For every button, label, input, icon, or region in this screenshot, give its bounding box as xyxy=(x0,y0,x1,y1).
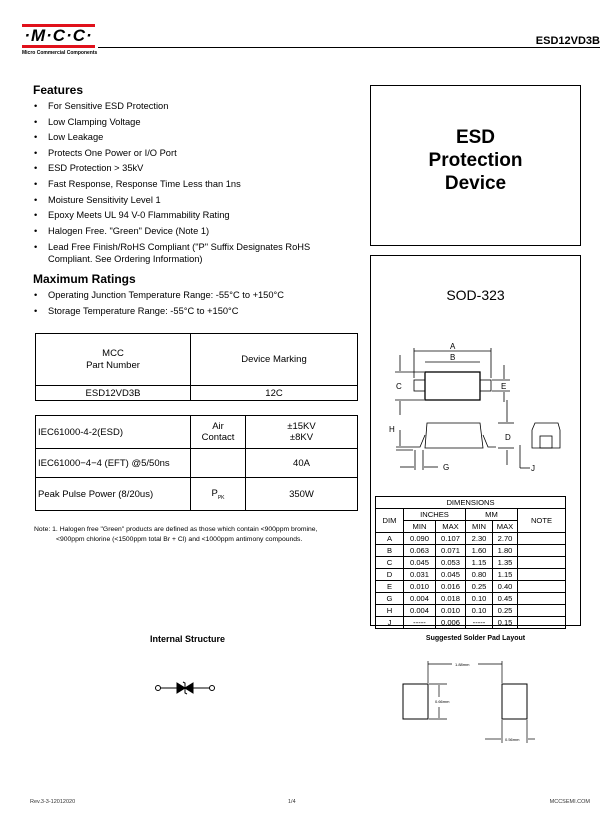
title-line: ESD xyxy=(455,127,496,148)
dim-cell: 0.80 xyxy=(466,569,493,581)
dim-cell: 2.30 xyxy=(466,533,493,545)
dim-cell: A xyxy=(376,533,404,545)
cell: Peak Pulse Power (8/20us) xyxy=(36,478,191,511)
cell xyxy=(191,449,246,478)
header-rule xyxy=(98,47,600,48)
max-ratings-heading: Maximum Ratings xyxy=(33,272,136,286)
dim-cell: 0.006 xyxy=(436,617,466,629)
dim-cell: 0.071 xyxy=(436,545,466,557)
dim-cell: 2.70 xyxy=(493,533,518,545)
dim-cell: 0.25 xyxy=(493,605,518,617)
pitch-label: 1.88mm xyxy=(455,662,470,667)
logo-subtitle: Micro Commercial Components xyxy=(22,50,98,56)
dim-cell: 0.018 xyxy=(436,593,466,605)
lead-left xyxy=(414,380,425,391)
symbol: P xyxy=(211,487,218,499)
dim-row xyxy=(376,593,566,605)
dim-cell: J xyxy=(376,617,404,629)
feature-item: • Protects One Power or I/O Port xyxy=(34,146,364,162)
pad-left xyxy=(403,684,428,719)
dim-cell: 1.60 xyxy=(466,545,493,557)
features-list xyxy=(34,99,364,267)
dim-row xyxy=(376,617,566,629)
title-line: Device xyxy=(444,173,507,194)
dim-cell xyxy=(518,593,566,605)
note-line: Note: 1. Halogen free "Green" products are defined as those which contain <900ppm bromine, xyxy=(34,526,318,533)
rating-item: • Storage Temperature Range: -55°C to +150°C xyxy=(34,304,364,320)
col-header: MIN xyxy=(466,521,493,533)
dim-row xyxy=(376,545,566,557)
dim-cell: 0.090 xyxy=(404,533,436,545)
dim-row xyxy=(376,581,566,593)
marking-table xyxy=(35,333,358,401)
col-header: MIN xyxy=(404,521,436,533)
label-a: A xyxy=(450,342,456,351)
dim-cell xyxy=(518,569,566,581)
dim-row xyxy=(376,569,566,581)
cell: Air xyxy=(212,421,224,432)
col-header: DIM xyxy=(376,509,404,533)
col-header: NOTE xyxy=(518,509,566,533)
pad-right xyxy=(502,684,527,719)
dim-row xyxy=(376,533,566,545)
footer-page: 1/4 xyxy=(288,799,296,805)
footer-site: MCCSEMI.COM xyxy=(549,799,590,805)
lead-right xyxy=(480,380,491,391)
dim-cell: G xyxy=(376,593,404,605)
title-box xyxy=(370,85,581,246)
label-c: C xyxy=(396,382,402,391)
cell: 40A xyxy=(246,449,358,478)
solder-pad-drawing xyxy=(395,655,535,750)
cell: ±15KV xyxy=(287,421,316,432)
dim-cell: 0.053 xyxy=(436,557,466,569)
dim-cell: 0.004 xyxy=(404,593,436,605)
dim-row xyxy=(376,605,566,617)
feature-item: • For Sensitive ESD Protection xyxy=(34,99,364,115)
feature-item: • ESD Protection > 35kV xyxy=(34,161,364,177)
dim-cell xyxy=(518,557,566,569)
dim-title: DIMENSIONS xyxy=(376,497,566,509)
dim-cell: 0.10 xyxy=(466,605,493,617)
dim-cell: H xyxy=(376,605,404,617)
package-outline-drawing xyxy=(380,340,570,480)
col-header: Device Marking xyxy=(191,334,358,386)
col-header: MM xyxy=(466,509,518,521)
dim-cell: C xyxy=(376,557,404,569)
label-e: E xyxy=(501,382,507,391)
dim-cell: 0.010 xyxy=(404,581,436,593)
dim-cell: 0.063 xyxy=(404,545,436,557)
dim-cell xyxy=(518,581,566,593)
label-j: J xyxy=(531,464,535,473)
internal-structure-title: Internal Structure xyxy=(150,634,226,644)
dim-row xyxy=(376,557,566,569)
dim-cell: 0.45 xyxy=(493,593,518,605)
dim-cell xyxy=(518,617,566,629)
col-header: INCHES xyxy=(404,509,466,521)
label-g: G xyxy=(443,463,450,472)
label-b: B xyxy=(450,353,456,362)
feature-item: • Moisture Sensitivity Level 1 xyxy=(34,193,364,209)
col-header: MAX xyxy=(493,521,518,533)
label-d: D xyxy=(505,433,511,442)
dim-cell: 0.10 xyxy=(466,593,493,605)
feature-item: • Halogen Free. "Green" Device (Note 1) xyxy=(34,224,364,240)
dim-cell: ----- xyxy=(404,617,436,629)
dim-cell: 1.80 xyxy=(493,545,518,557)
cell: IEC61000−4−4 (EFT) @5/50ns xyxy=(36,449,191,478)
logo: ·M·C·C· xyxy=(24,26,93,45)
cell: ESD12VD3B xyxy=(36,386,191,401)
dim-cell: 0.045 xyxy=(404,557,436,569)
title-line: Protection xyxy=(428,150,523,171)
dim-cell: E xyxy=(376,581,404,593)
dim-cell xyxy=(518,545,566,557)
dim-cell: 1.35 xyxy=(493,557,518,569)
ratings-table xyxy=(35,415,358,511)
col-header: MCC xyxy=(102,347,124,359)
footer-revision: Rev.3-3-12012020 xyxy=(30,799,76,805)
feature-item: • Fast Response, Response Time Less than 1ns xyxy=(34,177,364,193)
part-number: ESD12VD3B xyxy=(535,35,600,47)
end-view xyxy=(532,423,560,448)
dim-cell: 0.004 xyxy=(404,605,436,617)
height-label: 0.66mm xyxy=(435,699,450,704)
cell xyxy=(191,478,246,511)
dim-cell: 0.010 xyxy=(436,605,466,617)
dim-cell xyxy=(518,605,566,617)
dim-cell: 1.15 xyxy=(466,557,493,569)
cell: ±8KV xyxy=(289,432,314,443)
dim-cell: ----- xyxy=(466,617,493,629)
label-h: H xyxy=(389,425,395,434)
dim-cell: 0.25 xyxy=(466,581,493,593)
feature-item: • Lead Free Finish/RoHS Compliant ("P" Suffix Designates RoHS Compliant. See Ordering Information) xyxy=(34,239,344,267)
rating-item: • Operating Junction Temperature Range: -55°C to +150°C xyxy=(34,288,364,304)
body-side-view xyxy=(425,423,483,448)
symbol-sub: PK xyxy=(217,494,225,501)
body-top-view xyxy=(425,372,480,400)
dim-cell: D xyxy=(376,569,404,581)
max-ratings-list xyxy=(34,288,364,319)
cell: IEC61000-4-2(ESD) xyxy=(36,416,191,449)
solder-pad-title: Suggested Solder Pad Layout xyxy=(425,635,526,642)
cell: 350W xyxy=(246,478,358,511)
logo-bar-bottom xyxy=(22,45,95,48)
dim-cell: 0.016 xyxy=(436,581,466,593)
feature-item: • Epoxy Meets UL 94 V-0 Flammability Rating xyxy=(34,208,364,224)
col-header: MAX xyxy=(436,521,466,533)
package-name: SOD-323 xyxy=(446,287,505,303)
feature-item: • Low Clamping Voltage xyxy=(34,115,364,131)
bidirectional-tvs-diode-symbol xyxy=(150,676,220,700)
dim-cell xyxy=(518,533,566,545)
feature-item: • Low Leakage xyxy=(34,130,364,146)
cell: 12C xyxy=(191,386,358,401)
dim-cell: 0.045 xyxy=(436,569,466,581)
cell: Contact xyxy=(201,432,235,443)
note-line: <900ppm chlorine (<1500ppm total Br + Cl) and <1000ppm antimony compounds. xyxy=(56,536,303,543)
dimensions-table xyxy=(375,496,566,629)
dim-cell: 0.40 xyxy=(493,581,518,593)
col-header: Part Number xyxy=(86,359,140,371)
dim-cell: 0.031 xyxy=(404,569,436,581)
dim-cell: 0.107 xyxy=(436,533,466,545)
dim-cell: 0.15 xyxy=(493,617,518,629)
features-heading: Features xyxy=(33,83,84,97)
dim-cell: 1.15 xyxy=(493,569,518,581)
dim-cell: B xyxy=(376,545,404,557)
width-label: 0.56mm xyxy=(505,737,520,742)
